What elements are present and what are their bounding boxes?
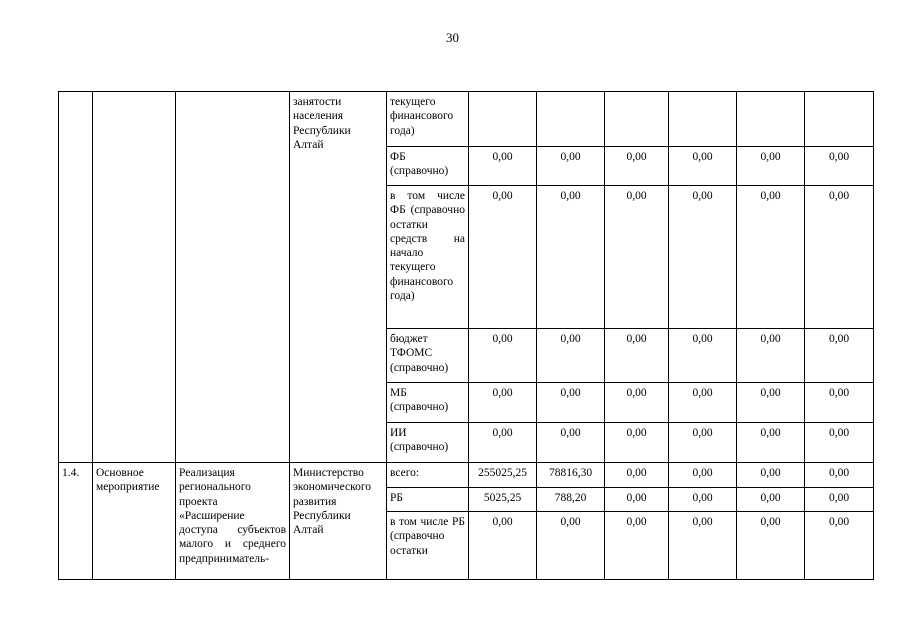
value-cell: 0,00 [469, 423, 537, 463]
value-cell: 0,00 [669, 383, 737, 423]
value-cell: 0,00 [537, 329, 605, 383]
executor-cell: занятости населения Республики Алтай [290, 92, 387, 463]
source-cell: текущего финансового года) [387, 92, 469, 147]
value-cell: 0,00 [737, 488, 805, 512]
source-cell: РБ [387, 488, 469, 512]
empty-cell [93, 92, 176, 463]
value-cell: 0,00 [805, 423, 874, 463]
value-cell: 0,00 [669, 488, 737, 512]
value-cell: 0,00 [469, 147, 537, 186]
value-cell [669, 92, 737, 147]
value-cell: 0,00 [537, 186, 605, 329]
item-number-cell: 1.4. [59, 463, 93, 580]
value-cell: 0,00 [805, 512, 874, 580]
value-cell: 0,00 [737, 423, 805, 463]
value-cell [737, 92, 805, 147]
value-cell: 0,00 [469, 383, 537, 423]
value-cell: 0,00 [737, 463, 805, 488]
item-type-cell: Основное мероприятие [93, 463, 176, 580]
budget-table [58, 91, 874, 580]
value-cell: 0,00 [805, 329, 874, 383]
value-cell: 0,00 [669, 423, 737, 463]
value-cell: 0,00 [537, 383, 605, 423]
value-cell: 0,00 [605, 186, 669, 329]
source-cell: ФБ (справочно) [387, 147, 469, 186]
item-name-cell: Реализация регионального проекта «Расширение доступа субъектов малого и среднего предприниматель- [176, 463, 290, 580]
value-cell: 0,00 [805, 488, 874, 512]
value-cell: 0,00 [469, 329, 537, 383]
value-cell: 0,00 [605, 463, 669, 488]
value-cell: 0,00 [469, 186, 537, 329]
value-cell: 0,00 [669, 512, 737, 580]
source-cell: бюджет ТФОМС (справочно) [387, 329, 469, 383]
executor-cell: Министерство экономического развития Республики Алтай [290, 463, 387, 580]
table-row [59, 463, 874, 488]
source-cell: всего: [387, 463, 469, 488]
value-cell: 255025,25 [469, 463, 537, 488]
value-cell [469, 92, 537, 147]
value-cell: 0,00 [737, 186, 805, 329]
value-cell: 0,00 [469, 512, 537, 580]
value-cell [605, 92, 669, 147]
value-cell: 0,00 [669, 329, 737, 383]
value-cell: 0,00 [737, 329, 805, 383]
value-cell: 788,20 [537, 488, 605, 512]
value-cell: 0,00 [537, 423, 605, 463]
value-cell: 0,00 [805, 186, 874, 329]
value-cell: 0,00 [605, 423, 669, 463]
source-cell: МБ (справочно) [387, 383, 469, 423]
value-cell: 0,00 [805, 463, 874, 488]
value-cell: 0,00 [605, 383, 669, 423]
value-cell [537, 92, 605, 147]
value-cell: 0,00 [805, 147, 874, 186]
value-cell: 0,00 [737, 147, 805, 186]
value-cell [805, 92, 874, 147]
empty-cell [59, 92, 93, 463]
source-cell: в том числе РБ (справочно остатки [387, 512, 469, 580]
page-number: 30 [446, 30, 459, 45]
value-cell: 0,00 [805, 383, 874, 423]
empty-cell [176, 92, 290, 463]
table-row [59, 92, 874, 147]
value-cell: 0,00 [737, 512, 805, 580]
value-cell: 0,00 [537, 512, 605, 580]
source-cell: ИИ (справочно) [387, 423, 469, 463]
value-cell: 0,00 [605, 488, 669, 512]
value-cell: 0,00 [669, 186, 737, 329]
value-cell: 5025,25 [469, 488, 537, 512]
value-cell: 0,00 [605, 329, 669, 383]
value-cell: 78816,30 [537, 463, 605, 488]
value-cell: 0,00 [669, 463, 737, 488]
value-cell: 0,00 [537, 147, 605, 186]
value-cell: 0,00 [737, 383, 805, 423]
value-cell: 0,00 [669, 147, 737, 186]
value-cell: 0,00 [605, 512, 669, 580]
source-cell: в том числе ФБ (справочно остатки средств на начало текущего финансового года) [387, 186, 469, 329]
value-cell: 0,00 [605, 147, 669, 186]
